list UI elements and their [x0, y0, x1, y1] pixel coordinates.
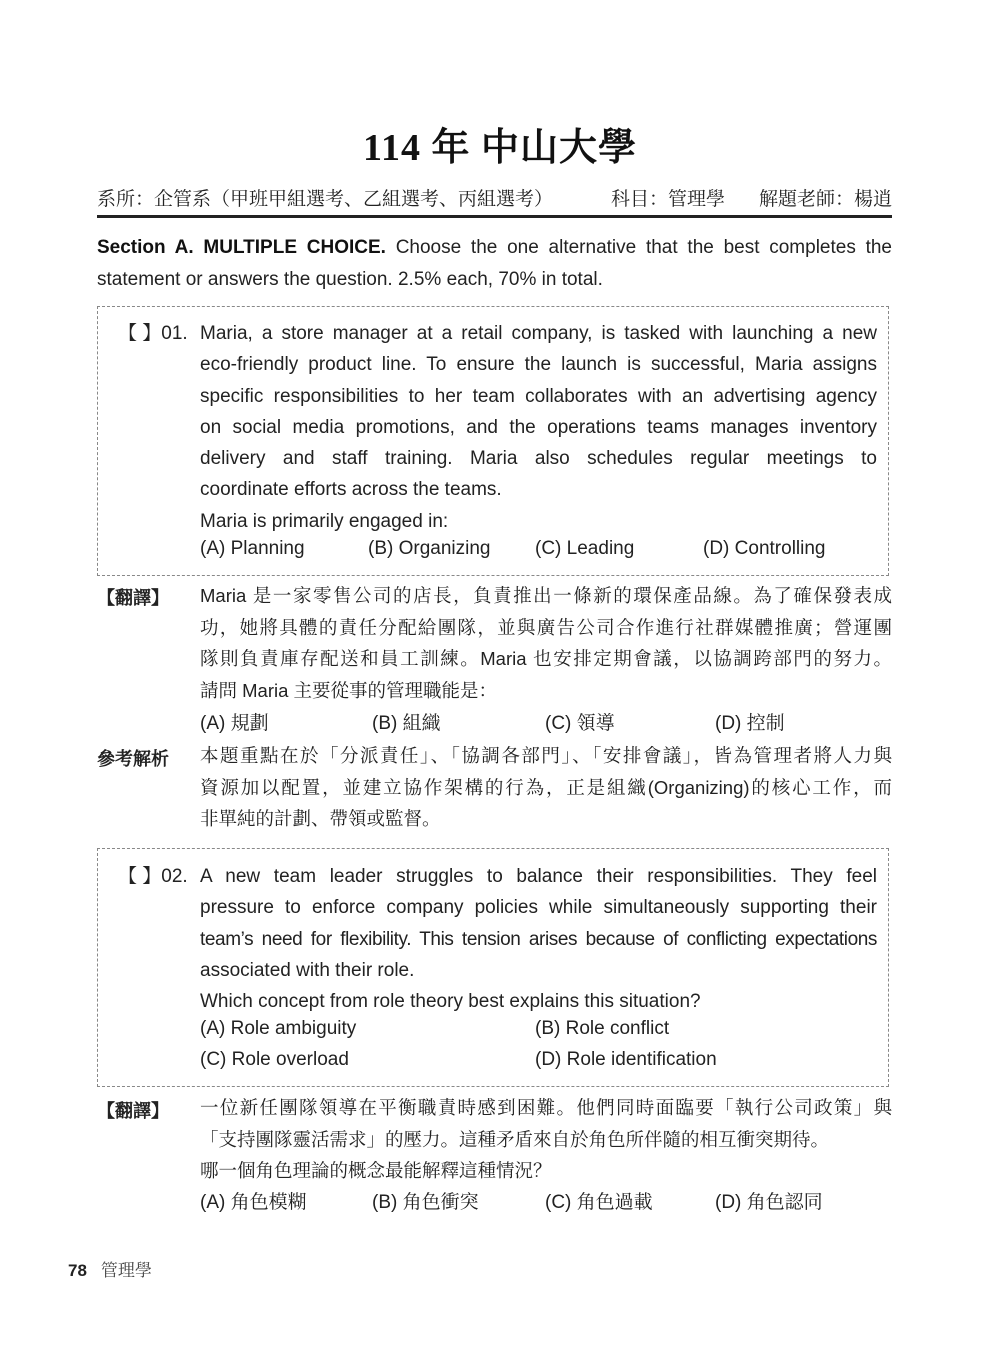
question-line: associated with their role.: [200, 959, 415, 981]
analysis-text-01: [200, 740, 892, 835]
subject-label: 科目：管理學: [610, 189, 725, 210]
options-01: [0, 538, 1000, 568]
translation-option-b: (B) 角色衝突: [372, 1192, 479, 1213]
question-line: team’s need for flexibility. This tension arises because of conflicting expectations: [200, 928, 877, 950]
option-text: Controlling: [734, 538, 826, 559]
translation-text-01: [200, 580, 892, 706]
translation-option-a: (A) 規劃: [200, 713, 269, 734]
translation-line: 哪一個角色理論的概念最能解釋這種情況？: [200, 1160, 552, 1181]
section-instructions-text: Choose the one alternative that the best completes the statement or answers the question. 2.5% each, 70% in total.: [97, 237, 892, 290]
translation-option-d: (D) 角色認同: [715, 1192, 823, 1213]
translation-option-a: (A) 角色模糊: [200, 1192, 307, 1213]
translation-option-b: (B) 組織: [372, 713, 441, 734]
teacher-label: 解題老師：楊逍: [758, 189, 892, 210]
option-a[interactable]: [200, 1018, 356, 1040]
option-text: Role identification: [566, 1049, 717, 1070]
question-line: Maria, a store manager at a retail company, is tasked with launching a new: [200, 323, 877, 344]
translation-option-c: (C) 領導: [545, 713, 615, 734]
option-b[interactable]: [368, 538, 491, 560]
option-key: (B): [535, 1018, 561, 1039]
option-text: Leading: [566, 538, 635, 559]
question-line: A new team leader struggles to balance their responsibilities. They feel: [200, 866, 877, 887]
option-a[interactable]: [200, 538, 305, 560]
question-line: specific responsibilities to her team collaborates with an advertising agency: [200, 385, 877, 407]
options-02: [0, 1018, 1000, 1078]
question-text-01: [200, 318, 877, 537]
question-number: 02.: [161, 866, 188, 887]
book-title: 管理學: [100, 1261, 152, 1280]
translation-line: 「支持團隊靈活需求」的壓力。這種矛盾來自於角色所伴隨的相互衝突期待。: [200, 1128, 830, 1150]
option-d[interactable]: [703, 538, 826, 560]
page-title: 114 年 中山大學: [363, 127, 637, 169]
translation-option-c: (C) 角色過載: [545, 1192, 653, 1213]
option-key: (C): [200, 1049, 227, 1070]
question-prompt: Which concept from role theory best explains this situation?: [200, 991, 701, 1013]
question-number: 01.: [161, 323, 188, 344]
option-text: Planning: [230, 538, 305, 559]
exam-meta-bar: [97, 184, 892, 218]
option-key: (A): [200, 1018, 226, 1039]
option-b[interactable]: [535, 1018, 669, 1040]
analysis-line: 資源加以配置，並建立協作架構的行為，正是組織(Organizing)的核心工作，而: [200, 776, 892, 798]
translation-line: Maria 是一家零售公司的店長，負責推出一條新的環保產品線。為了確保發表成: [200, 585, 892, 606]
question-line: on social media promotions, and the operations teams manages inventory: [200, 416, 877, 438]
analysis-line: 非單純的計劃、帶領或監督。: [200, 808, 441, 829]
translation-label: 【翻譯】: [97, 1101, 169, 1121]
option-d[interactable]: [535, 1049, 717, 1071]
option-text: Role ambiguity: [230, 1018, 357, 1039]
question-number-01: [118, 318, 188, 345]
option-key: (B): [368, 538, 394, 559]
page-footer: [68, 1256, 152, 1281]
section-instructions: [97, 232, 892, 296]
answer-bracket: 【 】: [118, 866, 162, 887]
translation-option-d: (D) 控制: [715, 713, 785, 734]
option-key: (D): [535, 1049, 562, 1070]
option-key: (D): [703, 538, 730, 559]
department-label: 系所：企管系（甲班甲組選考、乙組選考、丙組選考）: [97, 189, 554, 210]
section-heading: Section A. MULTIPLE CHOICE.: [97, 237, 386, 258]
question-number-02: [118, 861, 188, 888]
option-text: Role overload: [231, 1049, 349, 1070]
translation-options-01: [0, 708, 1000, 738]
option-key: (A): [200, 538, 226, 559]
translation-text-02: [200, 1092, 892, 1187]
question-line: delivery and staff training. Maria also schedules regular meetings to: [200, 448, 877, 470]
question-prompt: Maria is primarily engaged in:: [200, 510, 449, 532]
option-c[interactable]: [200, 1049, 349, 1071]
translation-label: 【翻譯】: [97, 588, 169, 608]
translation-line: 功，她將具體的責任分配給團隊，並與廣告公司合作進行社群媒體推廣；營運團: [200, 616, 892, 638]
analysis-line: 本題重點在於「分派責任」、「協調各部門」、「安排會議」，皆為管理者將人力與: [200, 745, 892, 766]
translation-line: 請問 Maria 主要從事的管理職能是：: [200, 679, 498, 701]
option-key: (C): [535, 538, 562, 559]
answer-bracket: 【 】: [118, 323, 162, 344]
page-number: 78: [68, 1261, 87, 1280]
translation-line: 一位新任團隊領導在平衡職責時感到困難。他們同時面臨要「執行公司政策」與: [200, 1097, 892, 1118]
translation-line: 隊則負責庫存配送和員工訓練。Maria 也安排定期會議，以協調跨部門的努力。: [200, 648, 892, 669]
question-line: pressure to enforce company policies while simultaneously supporting their: [200, 897, 877, 919]
option-text: Role conflict: [565, 1018, 670, 1039]
translation-options-02: [0, 1187, 1000, 1217]
question-line: coordinate efforts across the teams.: [200, 479, 502, 501]
analysis-label: 參考解析: [97, 749, 169, 769]
option-c[interactable]: [535, 538, 634, 560]
option-text: Organizing: [398, 538, 491, 559]
question-line: eco-friendly product line. To ensure the launch is successful, Maria assigns: [200, 354, 877, 376]
question-text-02: [200, 861, 877, 1017]
